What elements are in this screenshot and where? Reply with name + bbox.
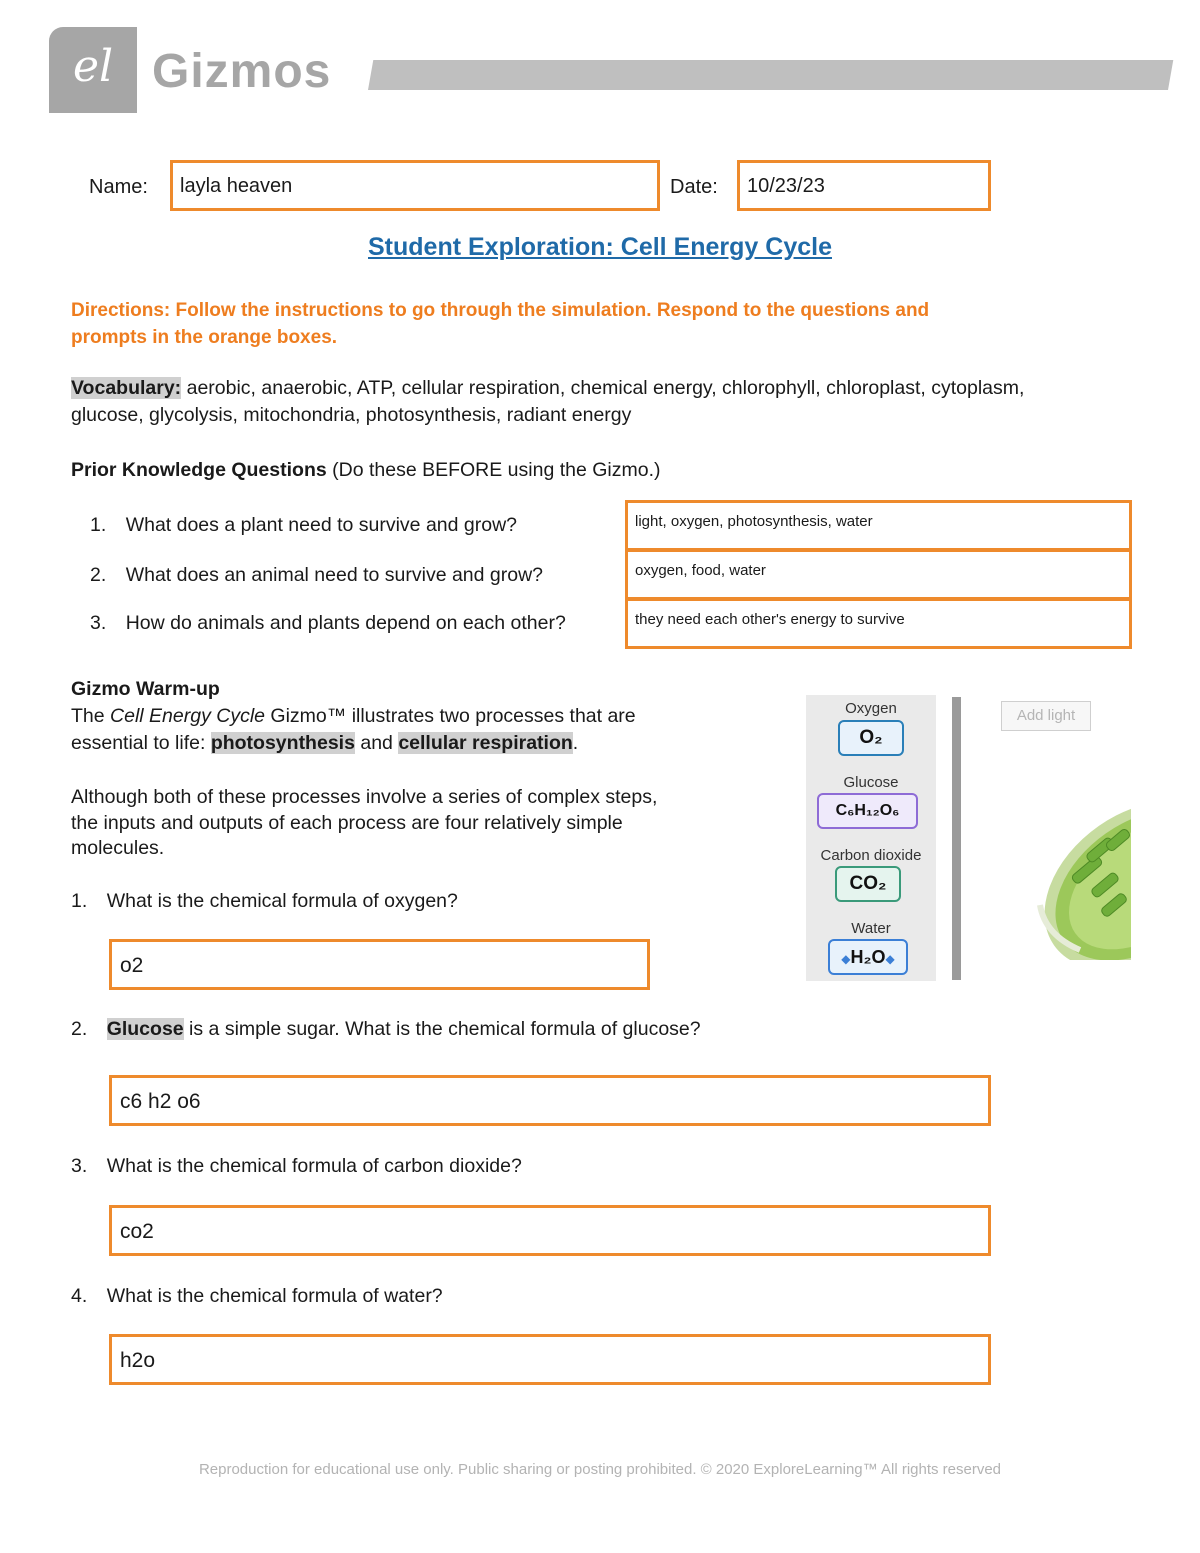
warmup-text: Gizmo™ illustrates two processes that are [265,705,636,727]
brand-name: Gizmos [152,45,332,98]
molecule-label-carbon-dioxide: Carbon dioxide [820,847,922,864]
question-text: What is the chemical formula of water? [106,1285,443,1307]
question-text: What is the chemical formula of oxygen? [106,890,458,912]
molecule-label-oxygen: Oxygen [845,700,897,717]
directions-line-2: prompts in the orange boxes. [71,327,338,348]
prior-knowledge-heading-row [71,457,661,484]
gizmo-molecule-panel [806,695,936,981]
name-field[interactable]: layla heaven [170,160,660,211]
explorelearning-logo [49,27,137,113]
term-glucose: Glucose [106,1018,184,1040]
glucose-molecule-button[interactable]: C₆H₁₂O₆ [817,793,918,829]
question-number: 3. [90,612,107,634]
water-drop-icon: ◆ [885,952,895,966]
warmup-question-2 [71,1018,701,1041]
question-number: 2. [90,564,107,586]
warmup-question-1 [71,890,458,913]
vocabulary-terms-1: aerobic, anaerobic, ATP, cellular respiration, chemical energy, chlorophyll, chloroplast, cytoplasm, [181,377,1025,399]
oxygen-molecule-button[interactable]: O₂ [838,720,904,756]
prior-question-2 [90,564,543,587]
header-bar [368,60,1173,90]
molecule-label-glucose: Glucose [843,774,899,791]
question-number: 3. [71,1155,88,1177]
vocabulary-terms-2: glucose, glycolysis, mitochondria, photosynthesis, radiant energy [71,404,632,426]
prior-answer-1[interactable]: light, oxygen, photosynthesis, water [625,500,1132,551]
prior-question-3 [90,612,566,635]
question-text: What does a plant need to survive and grow? [125,514,518,536]
question-text: What is the chemical formula of carbon dioxide? [106,1155,522,1177]
warmup-text: essential to life: [71,732,211,754]
question-number: 1. [71,890,88,912]
question-number: 4. [71,1285,88,1307]
warmup-text: and [354,732,399,754]
prior-answer-3[interactable]: they need each other's energy to survive [625,598,1132,649]
molecule-label-water: Water [851,920,891,937]
question-number: 1. [90,514,107,536]
warmup-answer-4[interactable]: h2o [109,1334,991,1385]
water-drop-icon: ◆ [841,952,851,966]
prior-knowledge-note: (Do these BEFORE using the Gizmo.) [326,459,661,481]
warmup-answer-2[interactable]: c6 h2 o6 [109,1075,991,1126]
warmup-italic: Cell Energy Cycle [110,705,266,727]
warmup-paragraph-line: molecules. [71,837,165,859]
footer-copyright: Reproduction for educational use only. Public sharing or posting prohibited. © 2020 ExploreLearning™ All rights reserved [198,1461,1002,1478]
warmup-text: The [71,705,111,727]
prior-answer-2[interactable]: oxygen, food, water [625,549,1132,600]
term-photosynthesis: photosynthesis [210,732,355,754]
panel-divider [952,697,961,980]
directions [71,297,1131,351]
warmup-section [71,676,771,862]
water-molecule-button[interactable] [828,939,908,975]
water-formula: H₂O [850,947,886,967]
warmup-paragraph-line: the inputs and outputs of each process are four relatively simple [71,812,623,834]
directions-line-1: Directions: Follow the instructions to go through the simulation. Respond to the questions and [71,300,930,321]
question-text: is a simple sugar. What is the chemical formula of glucose? [183,1018,701,1040]
carbon-dioxide-molecule-button[interactable]: CO₂ [835,866,901,902]
chloroplast-illustration [1030,785,1131,960]
warmup-heading: Gizmo Warm-up [71,678,220,700]
name-label: Name: [89,176,148,198]
term-cellular-respiration: cellular respiration [398,732,573,754]
logo-glyph: el [72,41,114,92]
date-field[interactable]: 10/23/23 [737,160,991,211]
warmup-question-4 [71,1285,443,1308]
warmup-text: . [572,732,579,754]
warmup-answer-1[interactable]: o2 [109,939,650,990]
date-label: Date: [670,176,718,198]
add-light-button[interactable]: Add light [1001,701,1091,731]
prior-question-1 [90,514,517,537]
warmup-paragraph-line: Although both of these processes involve a series of complex steps, [71,786,658,808]
question-text: How do animals and plants depend on each other? [125,612,566,634]
warmup-question-3 [71,1155,522,1178]
question-number: 2. [71,1018,88,1040]
warmup-answer-3[interactable]: co2 [109,1205,991,1256]
question-text: What does an animal need to survive and grow? [125,564,544,586]
page-title: Student Exploration: Cell Energy Cycle [368,233,832,261]
vocabulary [71,375,1151,429]
prior-knowledge-heading: Prior Knowledge Questions [71,459,327,481]
vocabulary-label: Vocabulary: [71,377,182,399]
